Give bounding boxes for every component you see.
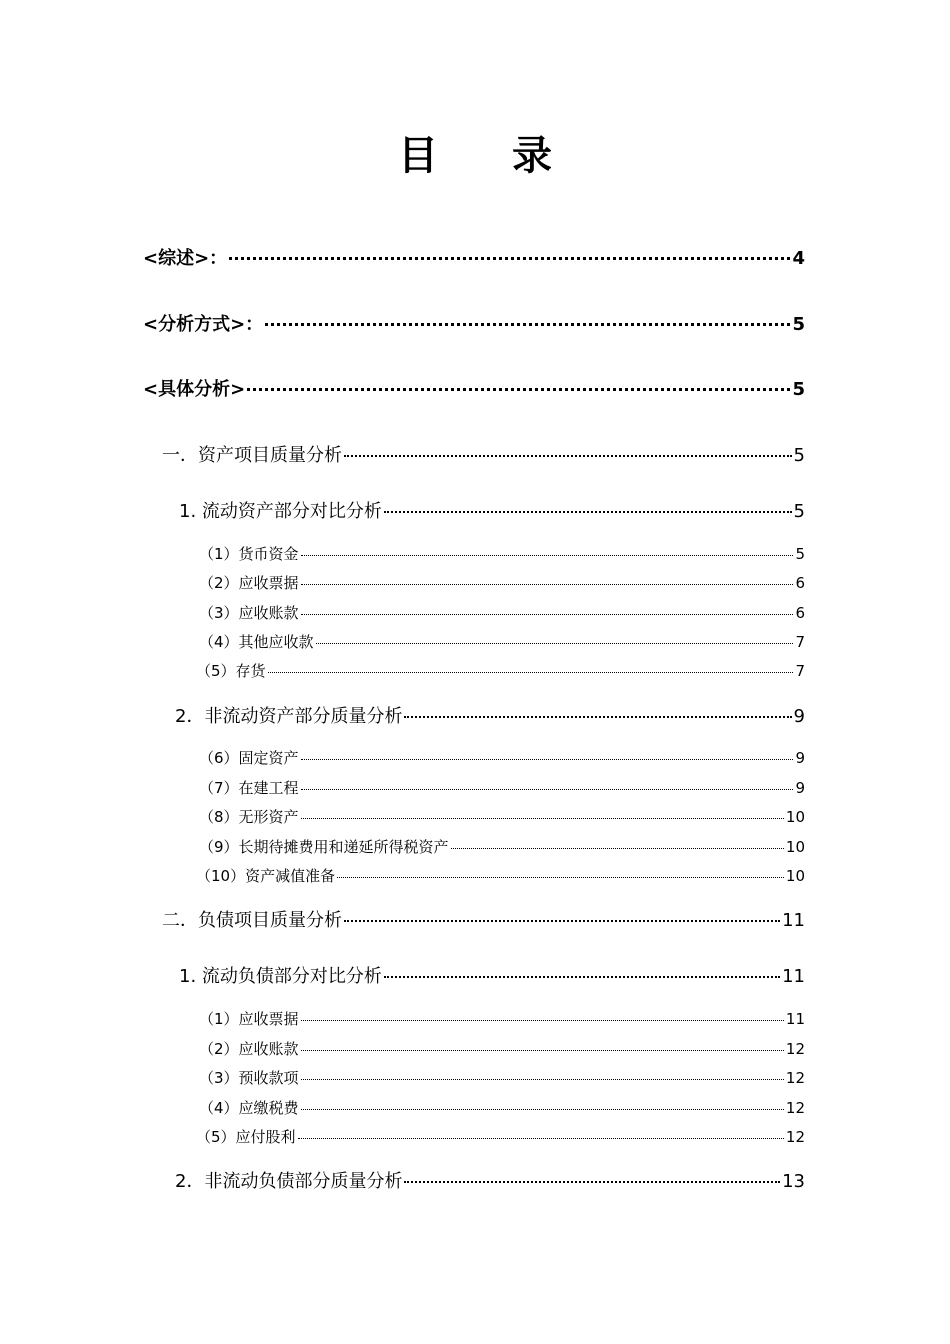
dot-leader — [268, 672, 794, 673]
toc-title: 目 录 — [398, 133, 582, 179]
toc-entry[interactable] — [199, 777, 805, 798]
dot-leader — [229, 257, 790, 260]
toc-entry-label: （8）无形资产 — [199, 808, 299, 826]
dot-leader — [337, 877, 784, 878]
dot-leader — [298, 1138, 784, 1139]
toc-entry-page: 9 — [793, 706, 805, 727]
toc-entry-page: 12 — [785, 1128, 805, 1146]
toc-entry-label: （10）资产减值准备 — [196, 867, 336, 885]
toc-entry-label: 2．非流动资产部分质量分析 — [175, 706, 403, 727]
toc-entry[interactable] — [199, 1038, 805, 1059]
toc-entry-page: 5 — [792, 379, 805, 400]
dot-leader — [344, 455, 792, 457]
toc-entry-page: 7 — [795, 633, 805, 651]
dot-leader — [384, 511, 792, 513]
toc-entry-label: <分析方式>： — [143, 314, 264, 335]
toc-entry-page: 10 — [785, 838, 805, 856]
dot-leader — [247, 388, 790, 391]
dot-leader — [301, 789, 794, 790]
toc-entry-page: 13 — [782, 1171, 805, 1192]
toc-entry[interactable] — [175, 1167, 805, 1193]
toc-entry-label: （2）应收账款 — [199, 1040, 299, 1058]
dot-leader — [301, 614, 794, 615]
toc-entry[interactable] — [175, 702, 805, 728]
toc-entry[interactable] — [199, 836, 805, 857]
toc-entry-page: 4 — [792, 248, 805, 269]
toc-entry-label: （6）固定资产 — [199, 749, 299, 767]
toc-entry[interactable] — [199, 806, 805, 827]
dot-leader — [451, 848, 784, 849]
dot-leader — [301, 1050, 784, 1051]
toc-entry-label: 一．资产项目质量分析 — [162, 445, 342, 466]
toc-entry-label: （7）在建工程 — [199, 779, 299, 797]
toc-entry-label: 1. 流动负债部分对比分析 — [179, 966, 382, 987]
toc-entry[interactable] — [199, 1067, 805, 1088]
toc-entry[interactable] — [199, 602, 805, 623]
toc-entry-label: <综述>： — [143, 248, 228, 269]
toc-entry-page: 5 — [793, 501, 805, 522]
toc-entry[interactable] — [199, 747, 805, 768]
dot-leader — [265, 323, 790, 326]
dot-leader — [344, 920, 780, 922]
toc-entry-page: 10 — [785, 867, 805, 885]
toc-entry-label: 二．负债项目质量分析 — [162, 910, 342, 931]
toc-entry-page: 7 — [795, 662, 805, 680]
toc-entry-page: 11 — [782, 966, 805, 987]
dot-leader — [404, 1181, 780, 1183]
toc-entry-page: 5 — [795, 545, 805, 563]
toc-entry-page: 6 — [795, 574, 805, 592]
toc-entry[interactable] — [179, 962, 805, 988]
dot-leader — [301, 1020, 784, 1021]
toc-entry-label: （3）预收款项 — [199, 1069, 299, 1087]
dot-leader — [301, 759, 794, 760]
dot-leader — [301, 555, 794, 556]
dot-leader — [316, 643, 794, 644]
toc-entry-page: 9 — [795, 749, 805, 767]
dot-leader — [384, 976, 780, 978]
toc-entry[interactable] — [199, 631, 805, 652]
toc-entry-page: 12 — [785, 1040, 805, 1058]
toc-entry[interactable] — [179, 497, 805, 523]
toc-entry-label: （1）货币资金 — [199, 545, 299, 563]
toc-entry-label: （1）应收票据 — [199, 1010, 299, 1028]
toc-entry[interactable] — [199, 572, 805, 593]
toc-entry-page: 10 — [785, 808, 805, 826]
toc-entry-page: 12 — [785, 1069, 805, 1087]
toc-entry-label: （5）存货 — [196, 662, 266, 680]
dot-leader — [301, 1079, 784, 1080]
toc-entry[interactable] — [196, 1126, 805, 1147]
toc-entry[interactable] — [143, 375, 805, 401]
dot-leader — [301, 818, 784, 819]
toc-entry[interactable] — [199, 1097, 805, 1118]
toc-entry-page: 5 — [792, 314, 805, 335]
toc-entry[interactable] — [199, 543, 805, 564]
toc-entry-label: （9）长期待摊费用和递延所得税资产 — [199, 838, 449, 856]
toc-entry-label: （4）其他应收款 — [199, 633, 314, 651]
toc-entry-page: 9 — [795, 779, 805, 797]
toc-entry-label: （3）应收账款 — [199, 604, 299, 622]
toc-entry-page: 11 — [785, 1010, 805, 1028]
dot-leader — [404, 716, 791, 718]
toc-entry-label: （4）应缴税费 — [199, 1099, 299, 1117]
toc-entry-label: （5）应付股利 — [196, 1128, 296, 1146]
toc-entry-page: 6 — [795, 604, 805, 622]
toc-entry-label: 1. 流动资产部分对比分析 — [179, 501, 382, 522]
toc-entry[interactable] — [199, 1008, 805, 1029]
toc-entry-page: 5 — [793, 445, 805, 466]
dot-leader — [301, 584, 794, 585]
dot-leader — [301, 1109, 784, 1110]
toc-entry-page: 12 — [785, 1099, 805, 1117]
toc-entry-label: <具体分析> — [143, 379, 246, 400]
toc-entry[interactable] — [143, 310, 805, 336]
toc-entry[interactable] — [196, 660, 805, 681]
toc-entry[interactable] — [162, 906, 805, 932]
toc-entry[interactable] — [162, 441, 805, 467]
toc-entry-label: （2）应收票据 — [199, 574, 299, 592]
toc-entry[interactable] — [143, 244, 805, 270]
toc-entry-label: 2．非流动负债部分质量分析 — [175, 1171, 403, 1192]
toc-entry[interactable] — [196, 865, 805, 886]
toc-entry-page: 11 — [782, 910, 805, 931]
